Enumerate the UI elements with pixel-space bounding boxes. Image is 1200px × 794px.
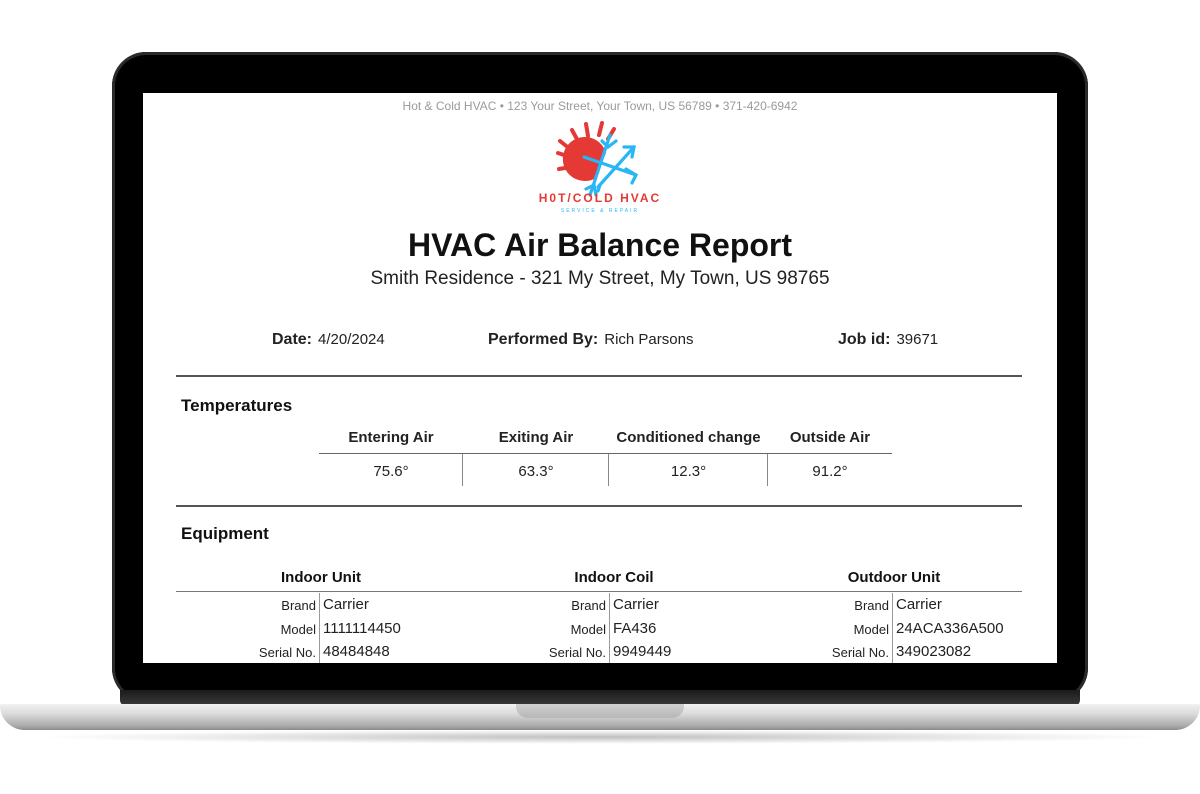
equipment-section-title: Equipment xyxy=(181,524,269,543)
temp-value-conditioned: 12.3° xyxy=(670,463,707,480)
meta-date-value: 4/20/2024 xyxy=(318,331,385,348)
equipment-col-divider xyxy=(892,593,893,663)
indoor-coil-model-label: Model xyxy=(570,622,606,637)
divider-top xyxy=(176,375,1022,377)
report-screen xyxy=(143,93,1057,663)
equipment-header-indoor-unit: Indoor Unit xyxy=(281,569,361,586)
company-contact-line: Hot & Cold HVAC • 123 Your Street, Your Town, US 56789 • 371-420-6942 xyxy=(402,99,798,113)
outdoor-unit-brand-label: Brand xyxy=(854,598,889,613)
indoor-unit-brand-value: Carrier xyxy=(323,596,369,613)
outdoor-unit-model-value: 24ACA336A500 xyxy=(896,620,1004,637)
outdoor-unit-serial-label: Serial No. xyxy=(831,645,889,660)
equipment-header-indoor-coil: Indoor Coil xyxy=(574,569,654,586)
indoor-coil-brand-label: Brand xyxy=(571,598,606,613)
outdoor-unit-serial-value: 349023082 xyxy=(896,643,972,660)
meta-date xyxy=(272,331,385,349)
temp-value-entering: 75.6° xyxy=(373,463,409,480)
temperatures-section-title: Temperatures xyxy=(181,396,293,415)
temp-table-rule xyxy=(319,453,892,454)
laptop-shadow xyxy=(30,730,1170,744)
meta-job-label: Job id: xyxy=(838,331,891,348)
temp-value-outside: 91.2° xyxy=(812,463,848,480)
indoor-coil-model-value: FA436 xyxy=(613,620,657,637)
meta-performed-label: Performed By: xyxy=(488,331,599,348)
indoor-unit-serial-value: 48484848 xyxy=(323,643,390,660)
equipment-col-divider xyxy=(319,593,320,663)
indoor-coil-brand-value: Carrier xyxy=(613,596,659,613)
temp-header-outside: Outside Air xyxy=(789,429,871,446)
equipment-table-rule xyxy=(176,591,1022,592)
outdoor-unit-brand-value: Carrier xyxy=(896,596,942,613)
indoor-unit-brand-label: Brand xyxy=(281,598,316,613)
indoor-unit-model-value: 1111114450 xyxy=(323,620,401,637)
meta-date-label: Date: xyxy=(272,331,313,348)
indoor-unit-model-label: Model xyxy=(280,622,316,637)
report-subtitle: Smith Residence - 321 My Street, My Town, US 98765 xyxy=(370,268,830,289)
report-title: HVAC Air Balance Report xyxy=(407,227,793,263)
divider-middle xyxy=(176,505,1022,507)
outdoor-unit-model-label: Model xyxy=(853,622,889,637)
indoor-coil-serial-label: Serial No. xyxy=(548,645,606,660)
logo-wordmark: H0T/COLD HVAC xyxy=(538,191,662,205)
equipment-header-outdoor-unit: Outdoor Unit xyxy=(847,569,941,586)
meta-job-value: 39671 xyxy=(896,331,939,348)
temp-value-exiting: 63.3° xyxy=(518,463,554,480)
indoor-unit-serial-label: Serial No. xyxy=(258,645,316,660)
meta-performed-by xyxy=(488,331,693,349)
indoor-coil-serial-value: 9949449 xyxy=(613,643,672,660)
temp-header-entering: Entering Air xyxy=(348,429,434,446)
logo-tagline: SERVICE & REPAIR xyxy=(560,208,640,214)
laptop-notch xyxy=(516,704,684,718)
temp-header-conditioned: Conditioned change xyxy=(616,429,761,446)
meta-performed-value: Rich Parsons xyxy=(604,331,694,348)
temp-header-exiting: Exiting Air xyxy=(498,429,574,446)
equipment-col-divider xyxy=(609,593,610,663)
meta-job-id xyxy=(838,331,938,349)
